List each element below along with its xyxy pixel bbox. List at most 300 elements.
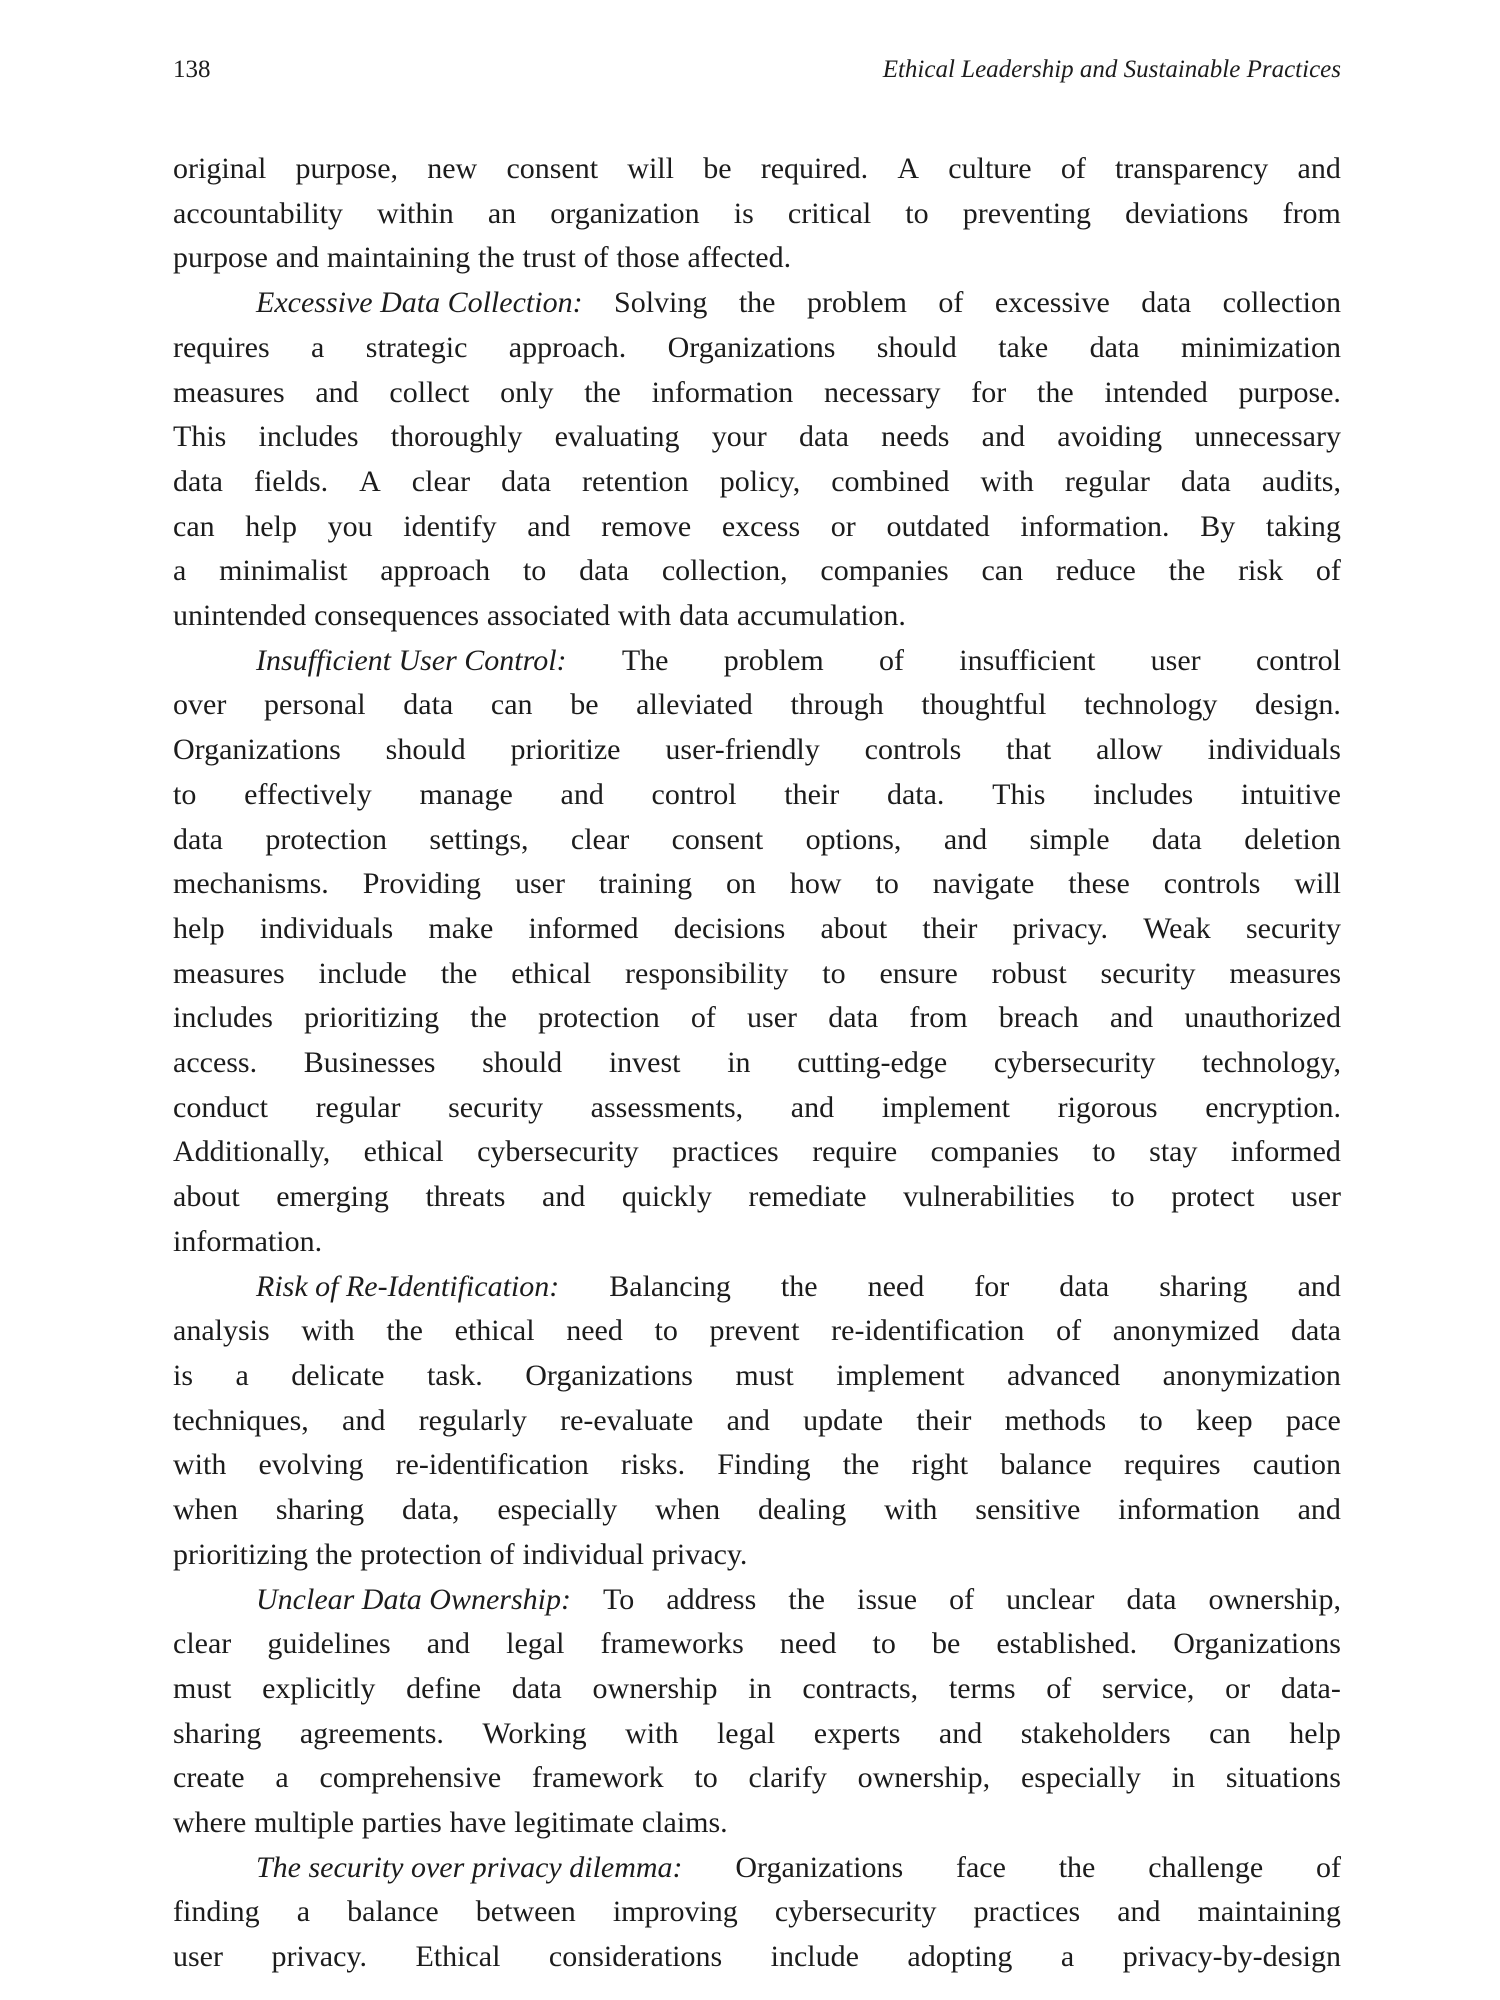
- word: need: [779, 1627, 837, 1661]
- word: to: [822, 956, 846, 990]
- word: stakeholders: [1020, 1716, 1171, 1750]
- word: controls: [1163, 867, 1261, 901]
- word: can: [490, 688, 533, 722]
- text-line: [173, 773, 1341, 818]
- word: encryption.: [1205, 1090, 1341, 1124]
- word: only: [500, 375, 554, 409]
- word: A: [359, 464, 381, 498]
- word: can: [1209, 1716, 1251, 1750]
- text-line: [173, 1086, 1341, 1131]
- word: over: [173, 688, 227, 722]
- word: unclear: [1006, 1582, 1095, 1616]
- word: approach.: [508, 330, 627, 364]
- word: needs: [881, 420, 950, 454]
- word: Organizations: [735, 1850, 904, 1884]
- word: consent: [506, 152, 599, 185]
- word: is: [733, 196, 754, 230]
- word: regular: [315, 1090, 401, 1124]
- word: should: [482, 1046, 563, 1080]
- text-line: [173, 1041, 1341, 1086]
- text-line: [173, 1220, 1341, 1265]
- word: personal: [263, 688, 366, 722]
- word: intended: [1104, 375, 1208, 409]
- word: approach: [380, 554, 491, 588]
- paragraph: [173, 1578, 1341, 1846]
- word: how: [789, 867, 842, 901]
- word: Additionally,: [173, 1135, 331, 1169]
- text-line: [173, 371, 1341, 416]
- word: user-friendly: [665, 733, 820, 767]
- word: risks.: [620, 1448, 686, 1482]
- word: re-identification: [831, 1314, 1025, 1348]
- word: clarify: [748, 1761, 827, 1795]
- word: controls: [864, 733, 962, 767]
- word: the: [478, 241, 515, 275]
- word: regular: [1064, 464, 1150, 498]
- word: need: [566, 1314, 623, 1348]
- word: and: [426, 1627, 471, 1661]
- word: help: [173, 911, 225, 945]
- word: their: [784, 777, 840, 811]
- paragraph-lead-term: Unclear Data Ownership:: [256, 1582, 571, 1616]
- word: analysis: [173, 1314, 270, 1348]
- word: pace: [1285, 1403, 1341, 1437]
- word: contracts,: [802, 1671, 919, 1705]
- word: Finding: [717, 1448, 811, 1482]
- word: practices: [973, 1895, 1081, 1929]
- word: threats: [425, 1180, 506, 1214]
- word: problem: [806, 286, 907, 320]
- word: data: [1141, 286, 1192, 320]
- word: privacy.: [271, 1940, 367, 1974]
- word: in: [727, 1046, 751, 1080]
- word: ethical: [363, 1135, 444, 1169]
- word: to: [1139, 1403, 1163, 1437]
- word: clear: [570, 822, 630, 856]
- word: in: [748, 1671, 772, 1705]
- word: legitimate: [514, 1806, 635, 1840]
- word: security: [1100, 956, 1196, 990]
- word: explicitly: [262, 1671, 376, 1705]
- word: with: [980, 464, 1034, 498]
- word: dealing: [757, 1493, 847, 1527]
- word: a: [311, 330, 325, 364]
- word: ownership,: [1208, 1582, 1341, 1616]
- word: should: [876, 330, 957, 364]
- word: clear: [173, 1627, 232, 1661]
- paragraph: [173, 1265, 1341, 1578]
- word: a: [235, 1358, 249, 1392]
- word: privacy.: [651, 1537, 748, 1571]
- word: The: [621, 643, 669, 677]
- word: a: [1060, 1940, 1075, 1974]
- word: audits,: [1261, 464, 1341, 498]
- word: multiple: [254, 1806, 355, 1840]
- word: breach: [998, 1001, 1079, 1035]
- word: cybersecurity: [993, 1046, 1156, 1080]
- word: purpose,: [295, 152, 399, 185]
- word: options,: [805, 822, 902, 856]
- word: within: [377, 196, 454, 230]
- word: the: [1168, 554, 1206, 588]
- word: of: [1056, 1314, 1082, 1348]
- word: and: [943, 822, 988, 856]
- word: individual: [522, 1537, 645, 1571]
- word: data,: [402, 1493, 460, 1527]
- word: data: [1151, 822, 1202, 856]
- text-line: [173, 1801, 1341, 1846]
- word: associated: [486, 599, 611, 633]
- word: anonymization: [1162, 1358, 1341, 1392]
- word: data: [1089, 330, 1140, 364]
- word: individuals: [1207, 733, 1341, 767]
- word: new: [427, 152, 478, 185]
- word: to: [694, 1761, 718, 1795]
- word: include: [318, 956, 407, 990]
- word: to: [654, 1314, 678, 1348]
- word: data: [1291, 1314, 1341, 1348]
- word: with: [301, 1314, 355, 1348]
- text-line: [173, 281, 1341, 326]
- word: organization: [550, 196, 700, 230]
- word: with: [625, 1716, 679, 1750]
- word: access.: [173, 1046, 258, 1080]
- word: and: [1297, 152, 1341, 185]
- text-line: [173, 326, 1341, 371]
- word: effectively: [244, 777, 372, 811]
- text-line: [173, 1265, 1341, 1310]
- word: update: [803, 1403, 884, 1437]
- word: technology: [1084, 688, 1218, 722]
- word: By: [1200, 509, 1236, 543]
- paragraph: [173, 1846, 1341, 1980]
- word: robust: [991, 956, 1067, 990]
- word: the: [470, 1001, 507, 1035]
- word: outdated: [886, 509, 990, 543]
- word: situations: [1225, 1761, 1341, 1795]
- paragraph: [173, 639, 1341, 1265]
- word: the: [1058, 1850, 1096, 1884]
- text-line: [173, 236, 1341, 281]
- word: unauthorized: [1184, 1001, 1341, 1035]
- word: vulnerabilities: [903, 1180, 1075, 1214]
- word: with: [617, 599, 672, 633]
- paragraph: [173, 147, 1341, 281]
- word: conduct: [173, 1090, 268, 1124]
- word: and: [541, 1180, 586, 1214]
- word: these: [1068, 867, 1130, 901]
- word: individuals: [259, 911, 394, 945]
- text-line: [173, 1488, 1341, 1533]
- word: user: [1150, 643, 1201, 677]
- word: information.: [1020, 509, 1170, 543]
- word: considerations: [548, 1940, 723, 1974]
- word: privacy-by-design: [1122, 1940, 1341, 1974]
- text-line: [173, 952, 1341, 997]
- word: you: [327, 509, 373, 543]
- word: Businesses: [303, 1046, 436, 1080]
- word: rigorous: [1057, 1090, 1158, 1124]
- word: deviations: [1125, 196, 1249, 230]
- word: with: [884, 1493, 938, 1527]
- word: design.: [1255, 688, 1341, 722]
- word: can: [173, 509, 215, 543]
- word: Organizations: [1173, 1627, 1341, 1661]
- word: unnecessary: [1194, 420, 1341, 454]
- word: of: [1315, 1850, 1341, 1884]
- word: This: [173, 420, 227, 454]
- word: companies: [820, 554, 949, 588]
- word: purpose.: [1238, 375, 1341, 409]
- word: and: [790, 1090, 835, 1124]
- word: alleviated: [636, 688, 753, 722]
- word: original: [173, 152, 267, 185]
- word: re-evaluate: [560, 1403, 694, 1437]
- word: data: [501, 464, 552, 498]
- word: navigate: [932, 867, 1035, 901]
- word: be: [703, 152, 732, 185]
- word: evolving: [258, 1448, 364, 1482]
- word: technology,: [1202, 1046, 1341, 1080]
- word: control: [1255, 643, 1341, 677]
- word: of: [938, 286, 964, 320]
- text-line: [173, 907, 1341, 952]
- text-line: [173, 549, 1341, 594]
- word: excessive: [994, 286, 1110, 320]
- word: between: [475, 1895, 576, 1929]
- word: fields.: [253, 464, 329, 498]
- word: minimization: [1180, 330, 1341, 364]
- word: companies: [930, 1135, 1059, 1169]
- word: ownership,: [857, 1761, 991, 1795]
- word: mechanisms.: [173, 867, 329, 901]
- word: measures: [1229, 956, 1341, 990]
- word: address: [666, 1582, 757, 1616]
- word: an: [487, 196, 517, 230]
- word: culture: [948, 152, 1032, 185]
- word: must: [173, 1671, 232, 1705]
- word: especially: [1020, 1761, 1141, 1795]
- word: face: [955, 1850, 1006, 1884]
- word: should: [385, 733, 466, 767]
- text-line: [173, 1712, 1341, 1757]
- word: the: [386, 1314, 423, 1348]
- word: your: [711, 420, 767, 454]
- word: user: [1291, 1180, 1341, 1214]
- word: improving: [612, 1895, 738, 1929]
- word: terms: [948, 1671, 1016, 1705]
- word: combined: [831, 464, 950, 498]
- word: and: [275, 241, 320, 275]
- text-line: [173, 639, 1341, 684]
- text-line: [173, 818, 1341, 863]
- text-line: [173, 1890, 1341, 1935]
- word: taking: [1265, 509, 1341, 543]
- word: avoiding: [1057, 420, 1163, 454]
- word: To: [603, 1582, 635, 1616]
- running-header: [173, 56, 1341, 90]
- word: define: [406, 1671, 482, 1705]
- word: Providing: [362, 867, 482, 901]
- word: requires: [173, 330, 270, 364]
- word: reduce: [1055, 554, 1136, 588]
- text-line: [173, 1130, 1341, 1175]
- word: intuitive: [1240, 777, 1341, 811]
- word: and: [938, 1716, 983, 1750]
- word: preventing: [962, 196, 1092, 230]
- word: adopting: [907, 1940, 1013, 1974]
- word: practices: [672, 1135, 779, 1169]
- word: stay: [1149, 1135, 1198, 1169]
- word: be: [570, 688, 599, 722]
- word: information: [651, 375, 794, 409]
- word: finding: [173, 1895, 260, 1929]
- word: be: [931, 1627, 961, 1661]
- text-line: [173, 594, 1341, 639]
- word: established.: [996, 1627, 1138, 1661]
- word: necessary: [823, 375, 941, 409]
- word: parties: [361, 1806, 442, 1840]
- word: data: [798, 420, 849, 454]
- word: includes: [258, 420, 359, 454]
- word: Working: [482, 1716, 587, 1750]
- word: information.: [173, 1224, 323, 1258]
- word: security: [448, 1090, 544, 1124]
- word: to: [905, 196, 929, 230]
- word: security: [1245, 911, 1341, 945]
- word: protection: [538, 1001, 660, 1035]
- text-line: [173, 1622, 1341, 1667]
- word: challenge: [1148, 1850, 1264, 1884]
- text-line: [173, 415, 1341, 460]
- word: will: [627, 152, 674, 185]
- word: for: [974, 1269, 1010, 1303]
- word: delicate: [291, 1358, 385, 1392]
- word: through: [790, 688, 884, 722]
- word: right: [911, 1448, 969, 1482]
- word: issue: [857, 1582, 918, 1616]
- word: balance: [1000, 1448, 1092, 1482]
- text-line: [173, 192, 1341, 237]
- word: excess: [721, 509, 801, 543]
- word: from: [1282, 196, 1341, 230]
- word: a: [275, 1761, 289, 1795]
- word: regularly: [418, 1403, 527, 1437]
- word: re-identification: [395, 1448, 589, 1482]
- word: identify: [403, 509, 497, 543]
- word: ownership: [592, 1671, 718, 1705]
- word: make: [428, 911, 494, 945]
- word: policy,: [719, 464, 801, 498]
- word: requires: [1123, 1448, 1221, 1482]
- text-line: [173, 728, 1341, 773]
- word: keep: [1196, 1403, 1253, 1437]
- word: of: [949, 1582, 975, 1616]
- word: data-: [1280, 1671, 1341, 1705]
- word: manage: [419, 777, 513, 811]
- word: user: [514, 867, 565, 901]
- word: collect: [389, 375, 470, 409]
- word: from: [909, 1001, 968, 1035]
- text-line: [173, 1756, 1341, 1801]
- word: and: [726, 1403, 770, 1437]
- word: and: [560, 777, 604, 811]
- word: decisions: [673, 911, 786, 945]
- running-title: Ethical Leadership and Sustainable Practices: [882, 56, 1341, 83]
- word: with: [173, 1448, 227, 1482]
- text-line: [173, 1309, 1341, 1354]
- word: help: [1289, 1716, 1341, 1750]
- word: legal: [506, 1627, 565, 1661]
- paragraph-lead-term: Excessive Data Collection:: [256, 286, 583, 320]
- word: when: [173, 1493, 238, 1527]
- word: collection,: [661, 554, 788, 588]
- word: the: [315, 1537, 353, 1571]
- word: in: [1171, 1761, 1196, 1795]
- word: retention: [582, 464, 689, 498]
- paragraph-lead-term: Risk of Re-Identification:: [256, 1269, 560, 1303]
- word: includes: [1093, 777, 1194, 811]
- word: ethical: [511, 956, 592, 990]
- word: affected.: [687, 241, 792, 275]
- word: where: [173, 1806, 247, 1840]
- word: agreements.: [299, 1716, 444, 1750]
- word: critical: [787, 196, 872, 230]
- word: especially: [497, 1493, 618, 1527]
- word: data: [1180, 464, 1231, 498]
- word: accountability: [173, 196, 343, 230]
- text-line: [173, 1578, 1341, 1623]
- word: protection: [360, 1537, 482, 1571]
- text-line: [173, 1175, 1341, 1220]
- word: on: [726, 867, 757, 901]
- word: collection: [1222, 286, 1341, 320]
- word: data.: [886, 777, 945, 811]
- word: remove: [601, 509, 692, 543]
- word: of: [879, 643, 905, 677]
- word: data: [579, 554, 630, 588]
- word: sensitive: [975, 1493, 1081, 1527]
- word: have: [449, 1806, 507, 1840]
- word: of: [690, 1001, 716, 1035]
- word: control: [651, 777, 737, 811]
- word: comprehensive: [319, 1761, 502, 1795]
- word: information: [1118, 1493, 1260, 1527]
- word: the: [780, 1269, 818, 1303]
- word: Organizations: [173, 733, 341, 767]
- word: legal: [716, 1716, 776, 1750]
- word: user: [173, 1940, 223, 1974]
- word: maintaining: [1197, 1895, 1341, 1929]
- word: data: [828, 1001, 879, 1035]
- word: measures: [173, 375, 285, 409]
- word: to: [522, 554, 547, 588]
- word: caution: [1252, 1448, 1341, 1482]
- word: Balancing: [609, 1269, 731, 1303]
- word: create: [173, 1761, 245, 1795]
- word: guidelines: [267, 1627, 391, 1661]
- word: remediate: [748, 1180, 867, 1214]
- word: A: [897, 152, 920, 185]
- word: data: [173, 464, 223, 498]
- word: data: [1126, 1582, 1177, 1616]
- word: measures: [173, 956, 285, 990]
- word: data: [511, 1671, 562, 1705]
- word: ethical: [454, 1314, 535, 1348]
- paragraph-lead-term: Insufficient User Control:: [256, 643, 567, 677]
- word: take: [998, 330, 1049, 364]
- word: and: [1109, 1001, 1154, 1035]
